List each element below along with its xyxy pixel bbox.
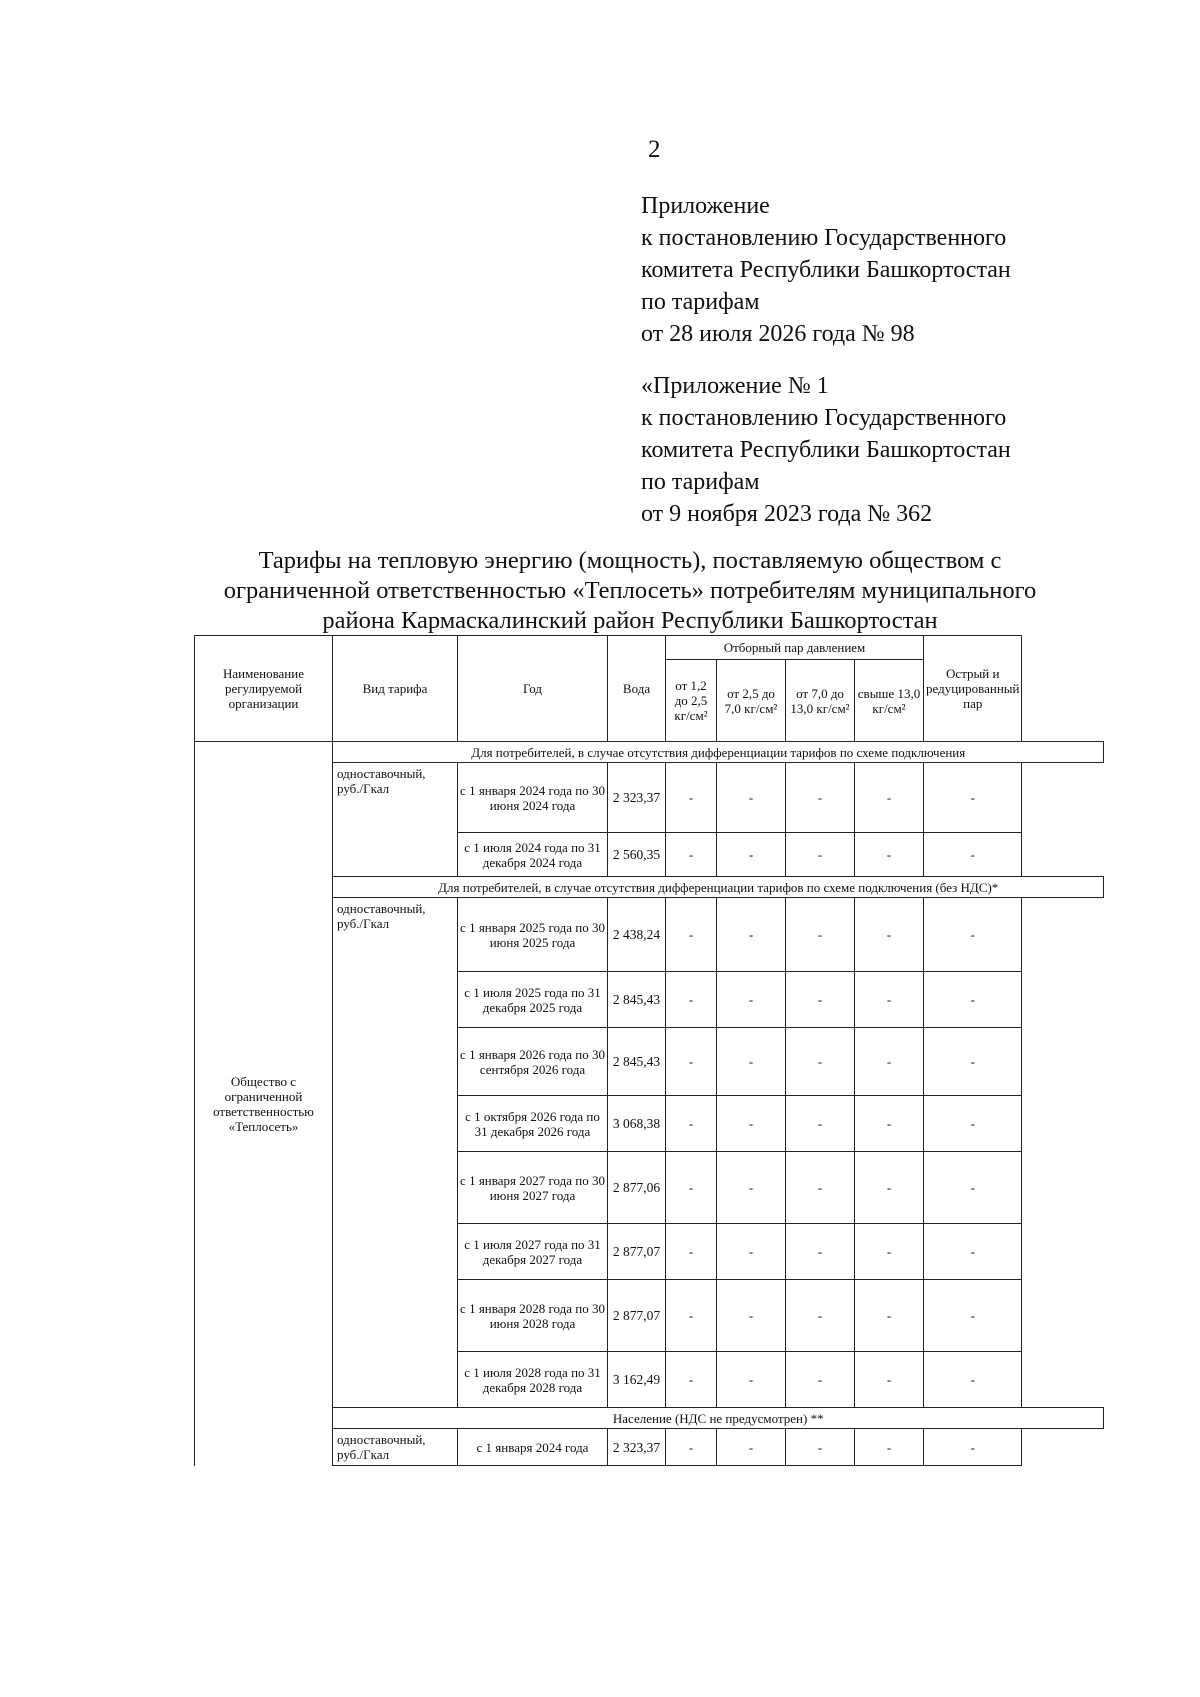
tariff-type-cell: одноставочный, руб./Гкал [333,1429,458,1466]
appendix-line: к постановлению Государственного [641,405,1007,431]
appendix-current-block [641,190,1011,350]
period-cell: с 1 июля 2024 года по 31 декабря 2024 года [458,833,608,877]
appendix-original-block [641,370,1011,530]
tariff-table [194,635,1104,1466]
pressure-1-value-cell: - [666,1028,717,1096]
pressure-3-value-cell: - [786,1280,855,1352]
appendix-line: от 9 ноября 2023 года № 362 [641,501,933,527]
pressure-1-value-cell: - [666,898,717,972]
appendix-line: «Приложение № 1 [641,373,829,399]
section-title: Население (НДС не предусмотрен) ** [333,1408,1104,1429]
header-steam-group: Отборный пар давлением [666,636,924,660]
pressure-1-value-cell: - [666,1096,717,1152]
period-cell: с 1 июля 2027 года по 31 декабря 2027 года [458,1224,608,1280]
pressure-3-value-cell: - [786,898,855,972]
header-pressure-2: от 2,5 до 7,0 кг/см² [717,660,786,742]
pressure-3-value-cell: - [786,1352,855,1408]
pressure-3-value-cell: - [786,1096,855,1152]
water-value-cell: 2 845,43 [608,972,666,1028]
pressure-1-value-cell: - [666,1224,717,1280]
title-line: Тарифы на тепловую энергию (мощность), поставляемую обществом с [258,547,1002,574]
period-cell: с 1 января 2024 года по 30 июня 2024 года [458,763,608,833]
pressure-2-value-cell: - [717,972,786,1028]
pressure-4-value-cell: - [855,1152,924,1224]
live-steam-value-cell: - [924,1429,1022,1466]
water-value-cell: 2 323,37 [608,1429,666,1466]
section-title: Для потребителей, в случае отсутствия дифференциации тарифов по схеме подключения [333,742,1104,763]
pressure-4-value-cell: - [855,1028,924,1096]
header-live-steam: Острый и редуцированный пар [924,636,1022,742]
header-water: Вода [608,636,666,742]
live-steam-value-cell: - [924,898,1022,972]
document-title [160,546,1100,636]
section-title: Для потребителей, в случае отсутствия дифференциации тарифов по схеме подключения (без НДС)* [333,877,1104,898]
pressure-1-value-cell: - [666,833,717,877]
live-steam-value-cell: - [924,763,1022,833]
period-cell: с 1 января 2024 года [458,1429,608,1466]
period-cell: с 1 января 2028 года по 30 июня 2028 года [458,1280,608,1352]
organization-name: Общество с ограниченной ответственностью «Теплосеть» [195,742,333,1466]
tariff-type-cell: одноставочный, руб./Гкал [333,763,458,877]
live-steam-value-cell: - [924,833,1022,877]
live-steam-value-cell: - [924,1096,1022,1152]
appendix-line: от 28 июля 2026 года № 98 [641,321,915,347]
pressure-3-value-cell: - [786,1224,855,1280]
pressure-3-value-cell: - [786,1429,855,1466]
appendix-line: комитета Республики Башкортостан [641,437,1011,463]
header-org: Наименование регулируемой организации [195,636,333,742]
pressure-4-value-cell: - [855,763,924,833]
pressure-4-value-cell: - [855,898,924,972]
live-steam-value-cell: - [924,972,1022,1028]
title-line: района Кармаскалинский район Республики Башкортостан [322,607,938,634]
pressure-1-value-cell: - [666,1429,717,1466]
pressure-2-value-cell: - [717,833,786,877]
pressure-1-value-cell: - [666,1152,717,1224]
water-value-cell: 2 438,24 [608,898,666,972]
header-pressure-1: от 1,2 до 2,5 кг/см² [666,660,717,742]
pressure-4-value-cell: - [855,1280,924,1352]
pressure-3-value-cell: - [786,1028,855,1096]
water-value-cell: 2 845,43 [608,1028,666,1096]
pressure-4-value-cell: - [855,833,924,877]
title-line: ограниченной ответственностью «Теплосеть» потребителям муниципального [223,577,1037,604]
pressure-3-value-cell: - [786,763,855,833]
pressure-2-value-cell: - [717,1028,786,1096]
appendix-line: по тарифам [641,289,760,315]
appendix-line: Приложение [641,193,770,219]
period-cell: с 1 января 2025 года по 30 июня 2025 года [458,898,608,972]
live-steam-value-cell: - [924,1152,1022,1224]
tariff-type-cell: одноставочный, руб./Гкал [333,898,458,1408]
pressure-2-value-cell: - [717,1280,786,1352]
pressure-2-value-cell: - [717,1096,786,1152]
live-steam-value-cell: - [924,1224,1022,1280]
period-cell: с 1 января 2027 года по 30 июня 2027 года [458,1152,608,1224]
pressure-2-value-cell: - [717,1152,786,1224]
appendix-line: по тарифам [641,469,760,495]
pressure-4-value-cell: - [855,1096,924,1152]
header-year: Год [458,636,608,742]
water-value-cell: 3 068,38 [608,1096,666,1152]
pressure-4-value-cell: - [855,1352,924,1408]
header-tariff-type: Вид тарифа [333,636,458,742]
pressure-2-value-cell: - [717,763,786,833]
period-cell: с 1 июля 2028 года по 31 декабря 2028 года [458,1352,608,1408]
header-pressure-3: от 7,0 до 13,0 кг/см² [786,660,855,742]
water-value-cell: 2 877,07 [608,1224,666,1280]
pressure-4-value-cell: - [855,1224,924,1280]
water-value-cell: 2 323,37 [608,763,666,833]
pressure-2-value-cell: - [717,1224,786,1280]
appendix-line: комитета Республики Башкортостан [641,257,1011,283]
pressure-4-value-cell: - [855,972,924,1028]
pressure-1-value-cell: - [666,1352,717,1408]
pressure-1-value-cell: - [666,763,717,833]
page-number: 2 [648,136,661,163]
live-steam-value-cell: - [924,1028,1022,1096]
pressure-2-value-cell: - [717,898,786,972]
pressure-1-value-cell: - [666,1280,717,1352]
pressure-3-value-cell: - [786,833,855,877]
pressure-2-value-cell: - [717,1352,786,1408]
header-pressure-4: свыше 13,0 кг/см² [855,660,924,742]
water-value-cell: 2 877,07 [608,1280,666,1352]
water-value-cell: 2 877,06 [608,1152,666,1224]
live-steam-value-cell: - [924,1280,1022,1352]
pressure-2-value-cell: - [717,1429,786,1466]
water-value-cell: 3 162,49 [608,1352,666,1408]
water-value-cell: 2 560,35 [608,833,666,877]
pressure-4-value-cell: - [855,1429,924,1466]
pressure-1-value-cell: - [666,972,717,1028]
period-cell: с 1 июля 2025 года по 31 декабря 2025 года [458,972,608,1028]
period-cell: с 1 октября 2026 года по 31 декабря 2026 года [458,1096,608,1152]
pressure-3-value-cell: - [786,1152,855,1224]
period-cell: с 1 января 2026 года по 30 сентября 2026 года [458,1028,608,1096]
appendix-line: к постановлению Государственного [641,225,1007,251]
live-steam-value-cell: - [924,1352,1022,1408]
pressure-3-value-cell: - [786,972,855,1028]
